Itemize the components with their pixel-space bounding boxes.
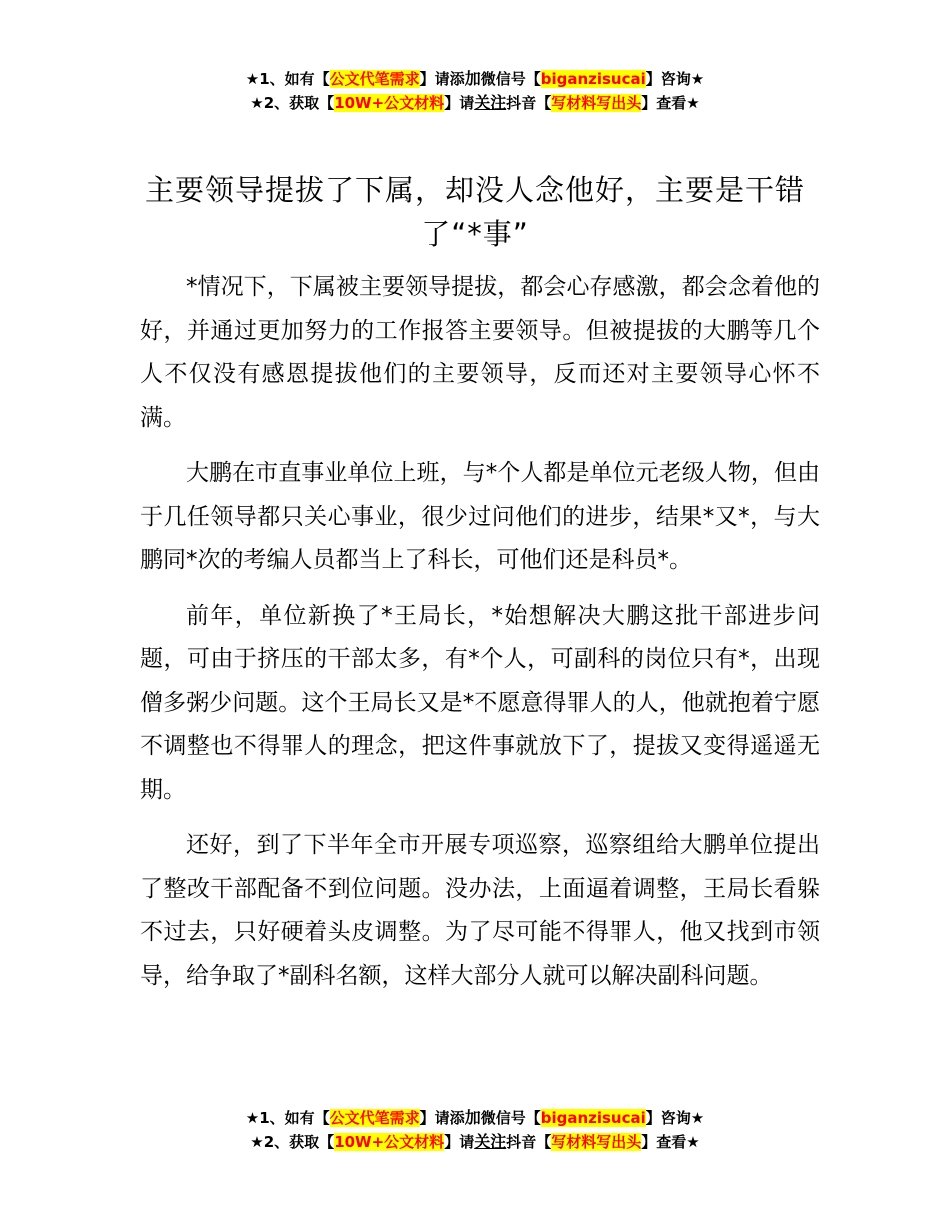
promo-text: ★1、如有【: [245, 1109, 330, 1127]
promo-highlight-materials: 10W+公文材料: [334, 94, 445, 112]
promo-footer-line-2: [0, 1130, 950, 1154]
promo-text: 】查看★: [641, 1133, 700, 1151]
promo-text: 】请: [444, 94, 475, 112]
promo-text: 】请添: [419, 1109, 465, 1127]
promo-text: ★1、如有【: [245, 70, 330, 88]
promo-header-line-2: [0, 91, 950, 115]
promo-header: [0, 67, 950, 115]
paragraph-4: 还好，到了下半年全市开展专项巡察，巡察组给大鹏单位提出了整改干部配备不到位问题。没办法，上面逼着调整，王局长看躲不过去，只好硬着头皮调整。为了尽可能不得罪人，他又找到市领导，给争取了*副科名额，这样大部分人就可以解决副科问题。: [140, 832, 820, 989]
promo-text: 】咨询★: [645, 70, 705, 88]
promo-text: 抖音【: [506, 94, 552, 112]
promo-underlined-text: 关注: [474, 1132, 507, 1151]
promo-text: 加: [464, 1108, 481, 1127]
promo-text: ★2、获取【: [250, 94, 335, 112]
promo-underlined-text: 关注: [474, 93, 507, 112]
promo-text: 加: [464, 69, 481, 88]
article-body: [140, 266, 820, 1010]
promo-highlight-ghostwriting: 公文代笔需求: [329, 70, 420, 88]
promo-footer: [0, 1106, 950, 1154]
promo-text: 抖音【: [506, 1133, 552, 1151]
promo-text: 】请: [444, 1133, 475, 1151]
promo-highlight-wechat-id: biganzisucai: [540, 70, 646, 88]
paragraph-3: 前年，单位新换了*王局长，*始想解决大鹏这批干部进步问题，可由于挤压的干部太多，有*个人，可副科的岗位只有*，出现僧多粥少问题。这个王局长又是*不愿意得罪人的人，他就抱着宁愿不调整也不得罪人的理念，把这件事就放下了，提拔又变得遥遥无期。: [140, 602, 820, 803]
article-title: 主要领导提拔了下属，却没人念他好，主要是干错了“*事”: [144, 173, 805, 251]
promo-text: 微信号【: [480, 1109, 541, 1127]
promo-highlight-douyin-account: 写材料写出头: [551, 94, 642, 112]
promo-text: ★2、获取【: [250, 1133, 335, 1151]
promo-text: 微信号【: [480, 70, 541, 88]
promo-text: 】咨询★: [645, 1109, 705, 1127]
promo-text: 】请添: [419, 70, 465, 88]
promo-header-line-1: [0, 67, 950, 91]
promo-highlight-wechat-id: biganzisucai: [540, 1109, 646, 1127]
promo-text: 】查看★: [641, 94, 700, 112]
promo-highlight-douyin-account: 写材料写出头: [551, 1133, 642, 1151]
paragraph-1: *情况下，下属被主要领导提拔，都会心存感激，都会念着他的好，并通过更加努力的工作报答主要领导。但被提拔的大鹏等几个人不仅没有感恩提拔他们的主要领导，反而还对主要领导心怀不满。: [140, 274, 820, 431]
promo-highlight-ghostwriting: 公文代笔需求: [329, 1109, 420, 1127]
promo-highlight-materials: 10W+公文材料: [334, 1133, 445, 1151]
promo-footer-line-1: [0, 1106, 950, 1130]
paragraph-2: 大鹏在市直事业单位上班，与*个人都是单位元老级人物，但由于几任领导都只关心事业，很少过问他们的进步，结果*又*，与大鹏同*次的考编人员都当上了科长，可他们还是科员*。: [140, 460, 820, 573]
